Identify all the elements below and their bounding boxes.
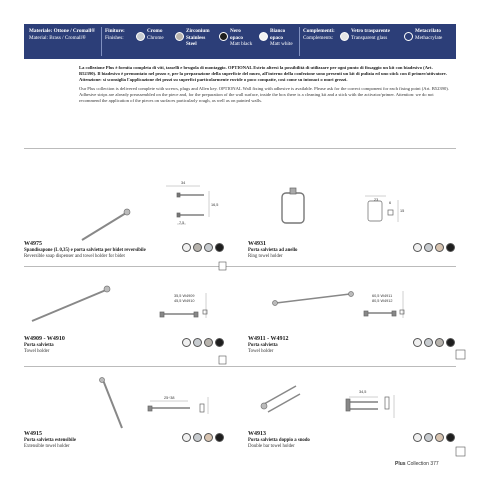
product-name-it: Porta salvietta doppio a snodo [248,438,310,443]
product-name-en: Reversible soap dispenser and towel holder for bidet [24,254,125,259]
product-code: W4975 [24,241,42,247]
w4931-drawing [282,188,398,223]
finishes-label-it: Finiture: [105,28,125,34]
w4931-dim-b: 6 [389,201,392,205]
material-label-it: Materiale: Ottone / Cromall® [29,28,96,34]
w4931-dim-a: 23 [374,198,379,202]
w4975-drawing [82,186,209,240]
w4913-drawing [261,386,394,418]
product-name-it: Porta salvietta [24,343,54,348]
finish-zirconium: Zirconium Stainless Steel [186,28,210,47]
product-name-it: Spandisapone (L 0,35) e porta salvietta per bidet reversibile [24,248,146,253]
w4975-dim-c: 7,5 [179,221,185,225]
product-name-en: Double bar towel holder [248,444,295,449]
finishes-label-en: Finishes: [105,34,124,41]
w4975-dim-b: 16,5 [211,203,219,207]
w4915-finish-swatches [182,433,232,442]
product-name-en: Towel holder [24,349,50,354]
w4909-finish-swatches [182,338,232,347]
accessories-cell: Complementi: Complements: [303,28,335,41]
product-code: W4911 - W4912 [248,336,289,342]
product-code: W4909 - W4910 [24,336,65,342]
intro-english: Our Plus collection is delivered complete with screws, plugs and Allen key. OPTIONAL Wall fixing with adhesive is available. Please ask for the correct component for each fixing point (Art. B52390). Adhesive strips are already preassembled on the piece and, for the preparation of the wall surface, inside the box there is a cleaning kit and a stick with the activator/primer. Attention: we do not recommend the application of the pieces on surfaces particularly rough, as well as on painted walls. [79,86,449,104]
w4913-finish-swatches [413,433,463,442]
product-code: W4913 [248,431,266,437]
w4915-dim-a: 25÷38 [164,396,175,400]
product-code: W4931 [248,241,266,247]
w4909-drawing [32,286,207,321]
finish-matt-white: Bianco opaco Matt white [270,28,293,47]
page-number: 377 [430,461,439,467]
product-name-it: Porta salvietta estensibile [24,438,76,443]
collection-name: Plus [395,461,406,467]
methacrylate-cell: Metacrilato Methacrylate [415,28,443,41]
glass-cell: Vetro trasparente Transparent glass [351,28,390,41]
w4911-finish-swatches [413,338,463,347]
w4931-finish-swatches [413,243,463,252]
product-name-it: Porta salvietta [248,343,278,348]
w4909-dim-table: 35,5 W4909 45,5 W4910 [174,294,195,303]
collection-label: Collection [406,461,429,467]
w4931-dim-c: 15 [400,209,405,213]
product-name-it: Porta salvietta ad anello [248,248,298,253]
w4915-drawing [100,378,209,429]
w4975-finish-swatches [182,243,232,252]
page-footer [395,461,439,467]
w4975-dim-a: 34 [181,181,186,185]
w4913-dim-a: 34,5 [359,390,367,394]
w4911-dim-table: 60,5 W4911 80,5 W4912 [372,294,393,303]
finish-chrome: Cromo Chrome [147,28,164,41]
material-label-en: Material: Brass / Cromall® [29,34,86,41]
product-name-en: Extensible towel holder [24,444,70,449]
product-name-en: Ring towel holder [248,254,283,259]
intro-italian: La collezione Plus è fornita completa di viti, tasselli e brugola di montaggio. OPTIONAL Estrio altresì la possibilità di utilizzare per ogni punto di fissaggio un kit con biadesivo (Art. B52390). Il biadesivo è premontato nel pezzo e, per la preparazione della superficie del muro, all'interno della confezione sono presenti un kit di pulizia ed uno stick con il primer/attivatore. Attenzione: si sconsiglia l'applicazione dei pezzi su superfici particolarmente ruvide o poco compatte, così come su intonaci o muri grezzi. [79,65,447,83]
product-code: W4915 [24,431,42,437]
finish-matt-black: Nero opaco Matt black [230,28,253,47]
product-name-en: Towel holder [248,349,274,354]
fixing-icons [219,262,465,456]
